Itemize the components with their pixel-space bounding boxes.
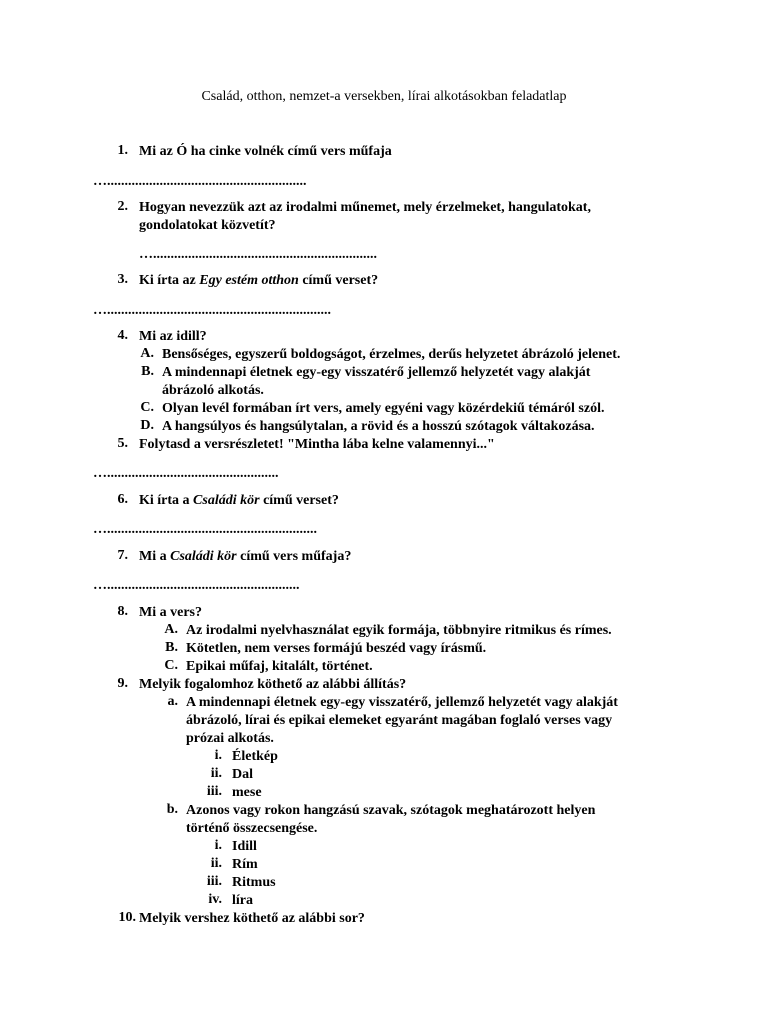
question-8-option-c-text: Epikai műfaj, kitalált, történet.: [186, 659, 373, 674]
question-4-option-d-text: A hangsúlyos és hangsúlytalan, a rövid és a hosszú szótagok váltakozása.: [162, 419, 595, 434]
question-4-option-b-label: B.: [141, 364, 154, 379]
question-6-answer-line: …............................................................: [93, 522, 317, 537]
question-9-text: Melyik fogalomhoz köthető az alábbi állítás?: [139, 677, 407, 692]
question-9b-option-iii-label: iii.: [206, 874, 222, 889]
question-9b-option-ii-label: ii.: [210, 856, 222, 871]
question-3-text-pre: Ki írta az: [139, 273, 200, 288]
question-9b-text-line-2: történő összecsengése.: [186, 821, 318, 836]
question-9a-label: a.: [167, 694, 178, 709]
question-4-option-b-text-2: ábrázoló alkotás.: [162, 383, 264, 398]
question-3-answer-line: …................................................................: [93, 303, 331, 318]
question-1-text: Mi az Ó ha cinke volnék című vers műfaja: [139, 144, 392, 159]
question-6-text-pre: Ki írta a: [139, 493, 194, 508]
question-6-text: [139, 492, 339, 510]
question-4-option-b-text: A mindennapi életnek egy-egy visszatérő jellemző helyzetét vagy alakját: [162, 365, 591, 380]
question-1-answer-line: ….........................................................: [93, 174, 307, 189]
question-8-option-c-label: C.: [164, 658, 178, 673]
question-8-option-a-label: A.: [164, 622, 178, 637]
question-7-text-post: című vers műfaja?: [236, 549, 352, 564]
question-10-number: 10.: [118, 910, 136, 925]
question-2-text-line-2: gondolatokat közvetít?: [139, 218, 276, 233]
question-4-option-a-text: Bensőséges, egyszerű boldogságot, érzelmes, derűs helyzetet ábrázoló jelenet.: [162, 347, 621, 362]
question-6-poem-title: Családi kör: [193, 493, 260, 508]
question-9b-option-i-label: i.: [214, 838, 222, 853]
question-4-option-c-text: Olyan levél formában írt vers, amely egyéni vagy közérdekiű témáról szól.: [162, 401, 605, 416]
question-2-number: 2.: [117, 199, 128, 214]
page-title: Család, otthon, nemzet-a versekben, lírai alkotásokban feladatlap: [201, 89, 567, 104]
question-3-text: [139, 272, 378, 290]
question-9b-option-iii-text: Ritmus: [232, 875, 276, 890]
question-4-option-d-label: D.: [140, 418, 154, 433]
question-4-option-c-label: C.: [140, 400, 154, 415]
question-8-option-b-text: Kötetlen, nem verses formájú beszéd vagy írásmű.: [186, 641, 487, 656]
question-4-text: Mi az idill?: [139, 329, 207, 344]
question-10-text: Melyik vershez köthető az alábbi sor?: [139, 911, 365, 926]
question-9a-option-ii-label: ii.: [210, 766, 222, 781]
question-3-number: 3.: [117, 272, 128, 287]
question-9a-text-line-2: ábrázoló, lírai és epikai elemeket egyaránt magában foglaló verses vagy: [186, 713, 613, 728]
question-9b-option-iv-text: líra: [232, 893, 253, 908]
question-8-option-b-label: B.: [165, 640, 178, 655]
question-7-text: [139, 548, 351, 566]
question-9b-text-line-1: Azonos vagy rokon hangzású szavak, szótagok meghatározott helyen: [186, 803, 596, 818]
question-5-answer-line: ….................................................: [93, 466, 279, 481]
question-8-option-a-text: Az irodalmi nyelvhasználat egyik formája, többnyire ritmikus és rímes.: [186, 623, 612, 638]
question-3-text-post: című verset?: [298, 273, 379, 288]
question-9-number: 9.: [117, 676, 128, 691]
question-5-text: Folytasd a versrészletet! "Mintha lába kelne valamennyi...": [139, 437, 495, 452]
question-5-number: 5.: [117, 436, 128, 451]
question-9b-option-i-text: Idill: [232, 839, 257, 854]
question-7-number: 7.: [117, 548, 128, 563]
question-7-answer-line: ….......................................................: [93, 578, 300, 593]
question-8-text: Mi a vers?: [139, 605, 202, 620]
question-6-number: 6.: [117, 492, 128, 507]
question-9a-option-iii-text: mese: [232, 785, 262, 800]
question-9b-label: b.: [166, 802, 178, 817]
question-9b-option-iv-label: iv.: [208, 892, 222, 907]
question-9a-option-i-label: i.: [214, 748, 222, 763]
question-9b-option-ii-text: Rím: [232, 857, 258, 872]
question-9a-option-ii-text: Dal: [232, 767, 253, 782]
question-2-text-line-1: Hogyan nevezzük azt az irodalmi műnemet, mely érzelmeket, hangulatokat,: [139, 200, 591, 215]
question-9a-option-iii-label: iii.: [206, 784, 222, 799]
question-9a-text-line-1: A mindennapi életnek egy-egy visszatérő, jellemző helyzetét vagy alakját: [186, 695, 618, 710]
question-4-number: 4.: [117, 328, 128, 343]
question-9a-option-i-text: Életkép: [232, 749, 278, 764]
question-3-poem-title: Egy estém otthon: [199, 273, 299, 288]
question-8-number: 8.: [117, 604, 128, 619]
question-9a-text-line-3: prózai alkotás.: [186, 731, 274, 746]
question-4-option-a-label: A.: [140, 346, 154, 361]
question-6-text-post: című verset?: [259, 493, 339, 508]
question-2-answer-line: …................................................................: [139, 247, 377, 262]
question-7-text-pre: Mi a: [139, 549, 171, 564]
question-7-poem-title: Családi kör: [170, 549, 237, 564]
question-1-number: 1.: [117, 143, 128, 158]
